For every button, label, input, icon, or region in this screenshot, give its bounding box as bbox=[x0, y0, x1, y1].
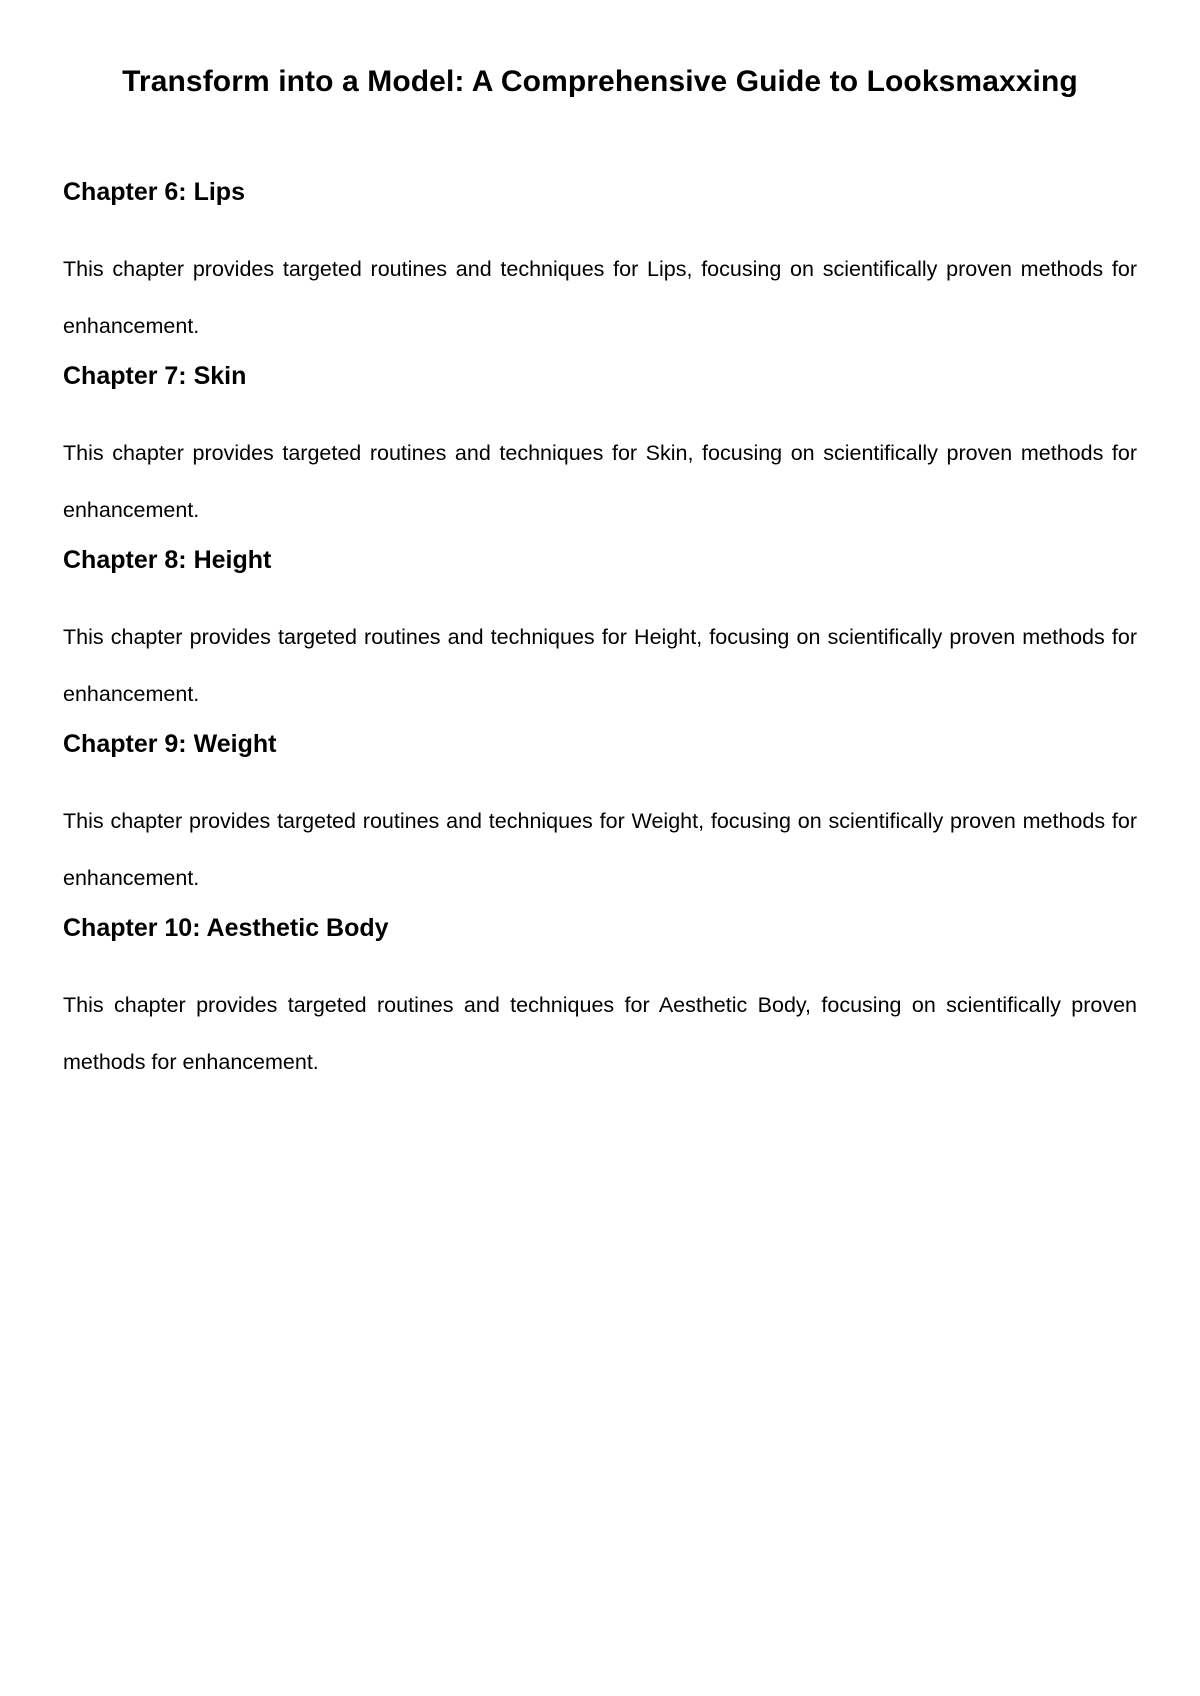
chapter-section-6 bbox=[63, 176, 1137, 355]
chapter-heading: Chapter 8: Height bbox=[63, 546, 272, 574]
chapter-heading: Chapter 9: Weight bbox=[63, 730, 277, 758]
chapter-section-9 bbox=[63, 728, 1137, 907]
chapter-heading: Chapter 10: Aesthetic Body bbox=[63, 914, 389, 942]
chapter-section-7 bbox=[63, 360, 1137, 539]
chapter-heading: Chapter 6: Lips bbox=[63, 178, 245, 206]
chapter-section-10 bbox=[63, 912, 1137, 1091]
chapter-body: This chapter provides targeted routines and techniques for Aesthetic Body, focusing on scientifically proven methods for enhancement. bbox=[63, 993, 1137, 1074]
chapter-body: This chapter provides targeted routines and techniques for Weight, focusing on scientifically proven methods for enhancement. bbox=[63, 809, 1137, 890]
chapter-body: This chapter provides targeted routines and techniques for Lips, focusing on scientifically proven methods for enhancement. bbox=[63, 257, 1137, 338]
chapter-body: This chapter provides targeted routines and techniques for Height, focusing on scientifically proven methods for enhancement. bbox=[63, 625, 1137, 706]
chapter-section-8 bbox=[63, 544, 1137, 723]
document-title: Transform into a Model: A Comprehensive Guide to Looksmaxxing bbox=[122, 65, 1078, 98]
chapter-heading: Chapter 7: Skin bbox=[63, 362, 247, 390]
chapter-list bbox=[63, 176, 1137, 1091]
chapter-body: This chapter provides targeted routines and techniques for Skin, focusing on scientifically proven methods for enhancement. bbox=[63, 441, 1137, 522]
